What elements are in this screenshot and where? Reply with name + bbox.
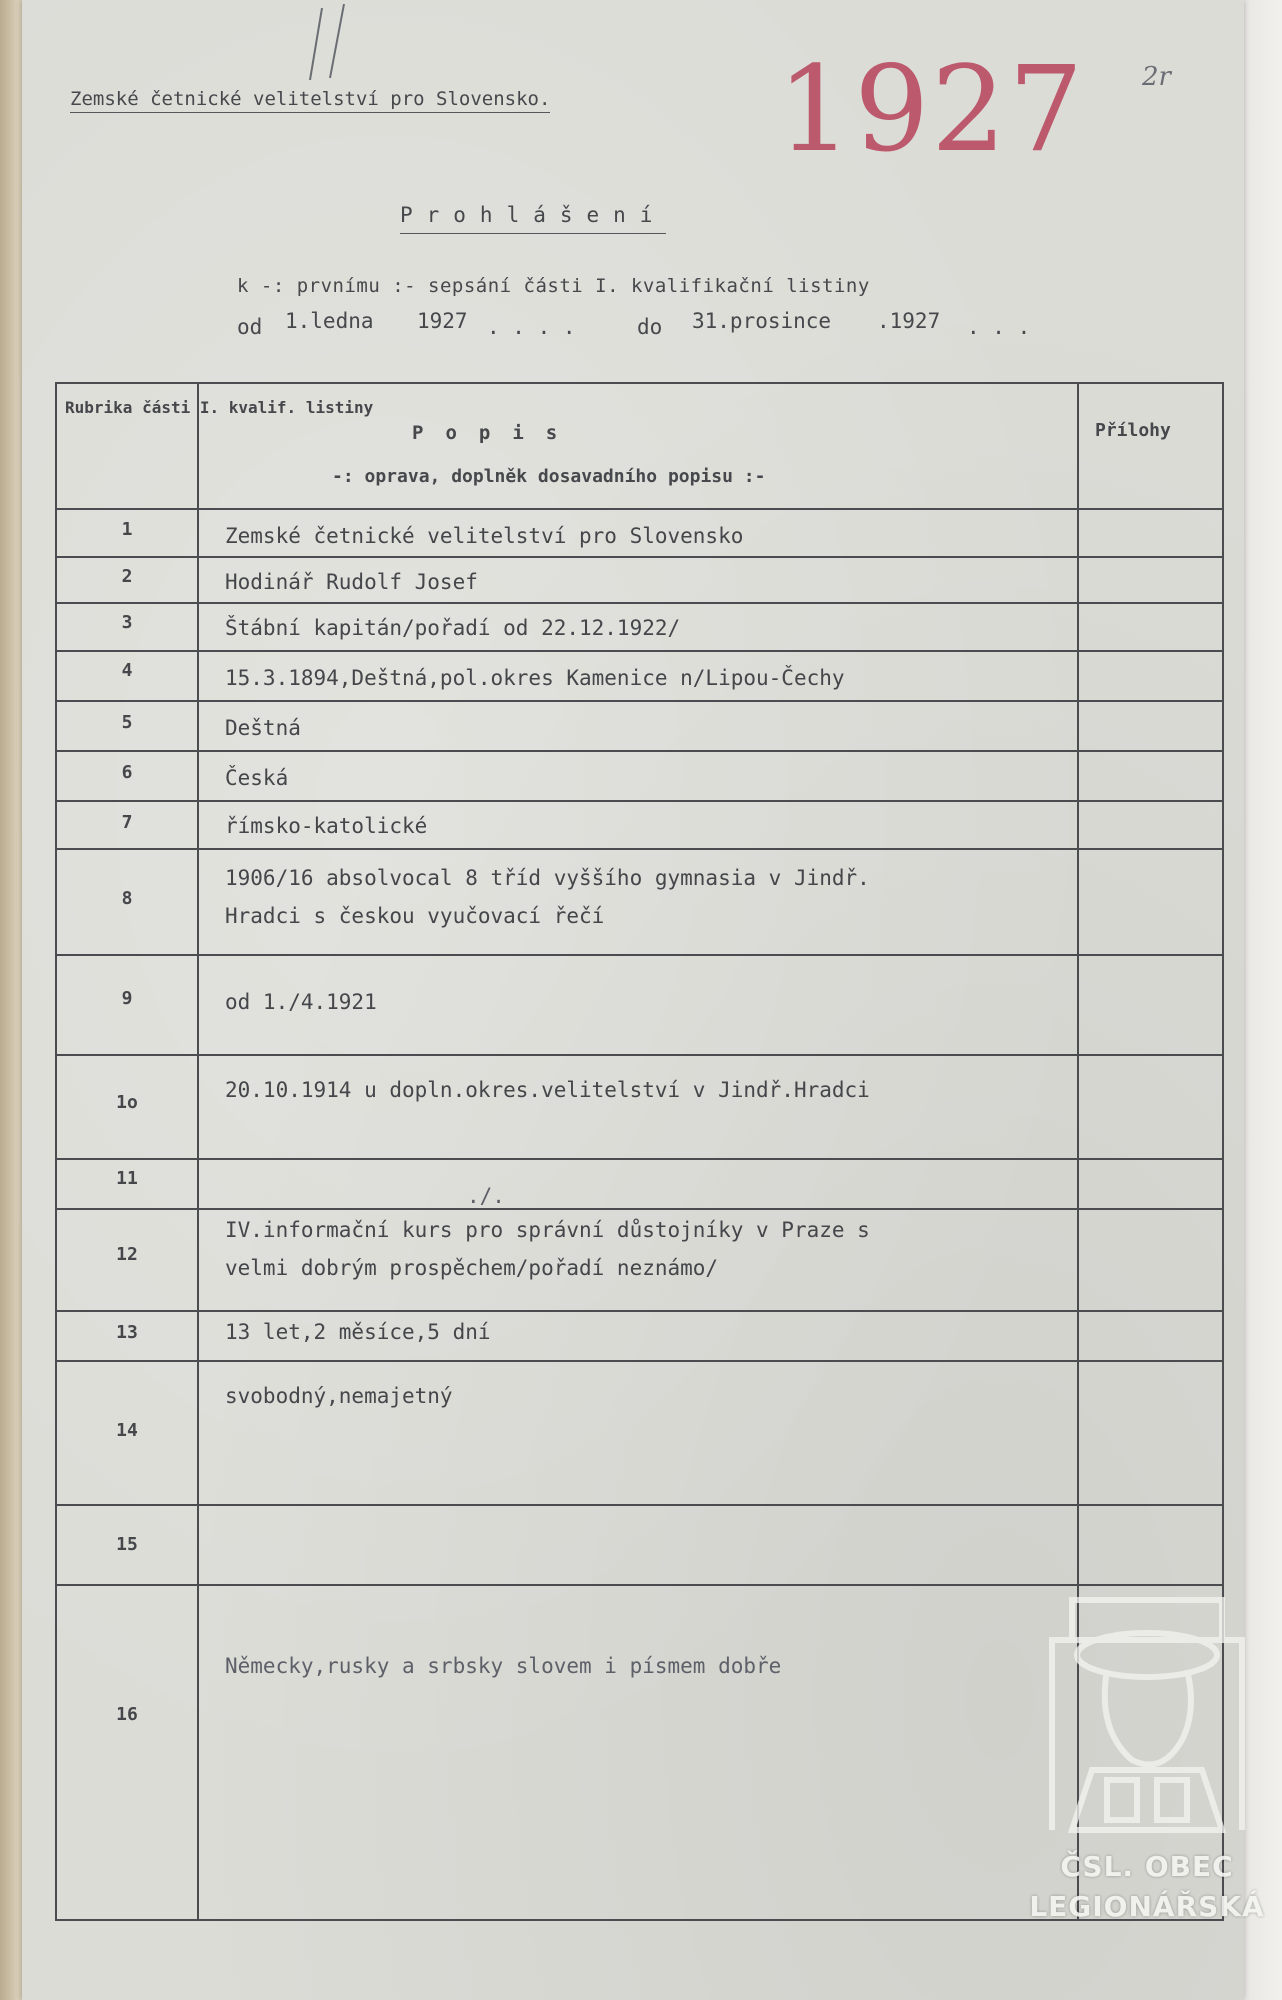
row-text: Zemské četnické velitelství pro Slovensko [225, 524, 744, 548]
date-range [237, 309, 1067, 351]
row-text: římsko-katolické [225, 814, 428, 838]
row-text: 20.10.1914 u dopln.okres.velitelství v Jindř.Hradci [225, 1078, 870, 1102]
row-text: IV.informační kurs pro správní důstojníky v Praze s [225, 1218, 870, 1242]
row-text: Německy,rusky a srbsky slovem i písmem dobře [225, 1654, 782, 1678]
row-number: 16 [116, 1704, 138, 1725]
legion-watermark [1012, 1560, 1282, 1980]
row-text: Deštná [225, 716, 301, 740]
row-number: 14 [116, 1420, 138, 1441]
row-number: 5 [121, 712, 133, 733]
row-number: 4 [121, 660, 133, 681]
row-number: 8 [121, 888, 133, 909]
from-label: od [237, 315, 263, 339]
row-11-mark: ./. [467, 1184, 505, 1208]
row-number: 12 [116, 1244, 138, 1265]
watermark-line1: ČSL. OBEC [1060, 1850, 1234, 1883]
row-number: 11 [116, 1168, 138, 1189]
row-number: 9 [121, 988, 133, 1009]
column-header-rubrika: Rubrika části I. kvalif. listiny [65, 398, 374, 417]
from-year: 1927 [417, 309, 468, 333]
row-text: Česká [225, 766, 289, 790]
from-day: 1.ledna [285, 309, 374, 333]
row-text-line2: velmi dobrým prospěchem/pořadí neznámo/ [225, 1256, 719, 1280]
dots-2: . . . [967, 315, 1031, 339]
column-header-popis: Popis [412, 422, 580, 444]
document-sheet [22, 0, 1265, 2000]
pencil-slash-marks [292, 0, 372, 90]
row-text: Hodinář Rudolf Josef [225, 570, 478, 594]
row-number: 2 [121, 566, 133, 587]
row-text-line2: Hradci s českou vyučovací řečí [225, 904, 605, 928]
row-text: od 1./4.1921 [225, 990, 377, 1014]
column-header-prilohy: Přílohy [1095, 420, 1171, 441]
issuing-office: Zemské četnické velitelství pro Slovensko. [70, 88, 550, 113]
column-header-popis-sub: -: oprava, doplněk dosavadního popisu :- [332, 466, 766, 487]
row-text: 15.3.1894,Deštná,pol.okres Kamenice n/Lipou-Čechy [225, 666, 845, 690]
row-number: 1 [121, 519, 133, 540]
to-label: do [637, 315, 663, 339]
row-number: 13 [116, 1322, 138, 1343]
row-number: 1o [116, 1092, 138, 1113]
row-text: 1906/16 absolvocal 8 tříd vyššího gymnasia v Jindř. [225, 866, 870, 890]
year-stamp: 1927 [777, 40, 1086, 178]
row-number: 15 [116, 1534, 138, 1555]
row-text: Štábní kapitán/pořadí od 22.12.1922/ [225, 616, 681, 640]
row-number: 7 [121, 812, 133, 833]
column-divider [197, 384, 199, 1919]
row-number: 6 [121, 762, 133, 783]
row-text: 13 let,2 měsíce,5 dní [225, 1320, 491, 1344]
document-title: Prohlášení [400, 203, 666, 234]
to-day: 31.prosince [692, 309, 832, 333]
document-subtitle: k -: prvnímu :- sepsání části I. kvalifikační listiny [237, 275, 870, 297]
row-number: 3 [121, 612, 133, 633]
row-text: svobodný,nemajetný [225, 1384, 453, 1408]
to-year: .1927 [877, 309, 941, 333]
pencil-note: 2r [1142, 62, 1171, 92]
dots-1: . . . . [487, 315, 576, 339]
watermark-line2: LEGIONÁŘSKÁ [1029, 1890, 1265, 1923]
soldier-emblem-icon [1012, 1560, 1282, 1850]
